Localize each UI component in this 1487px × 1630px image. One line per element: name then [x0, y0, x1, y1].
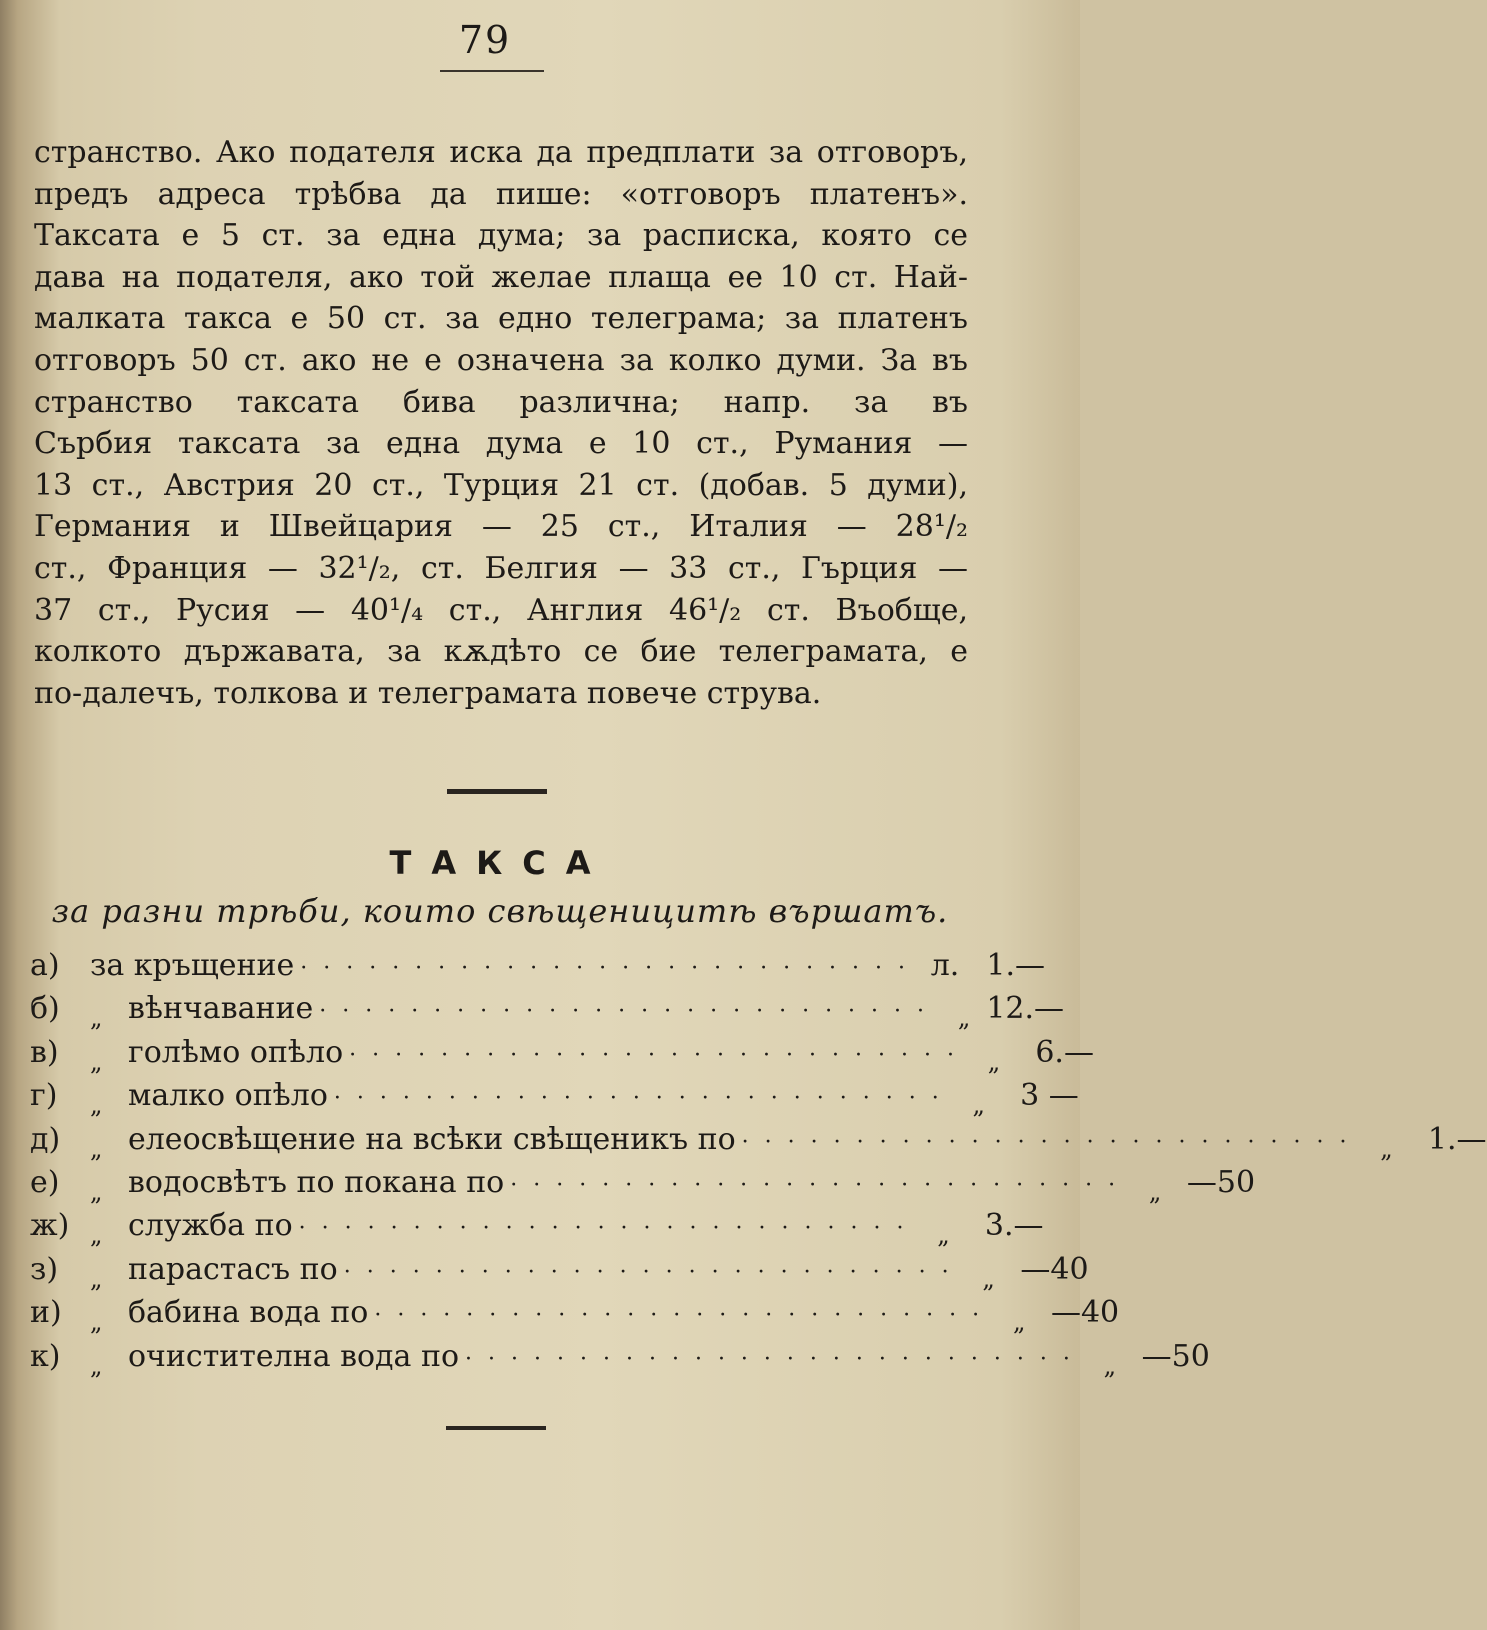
text-line: странство таксата бива различна; напр. за въ [34, 384, 968, 420]
header-rule [440, 70, 544, 72]
fee-name: за кръщение [90, 948, 295, 983]
fee-unit: „ [1380, 1134, 1393, 1163]
fee-letter: к) [30, 1338, 61, 1374]
fee-row [30, 1208, 1044, 1251]
fee-name: вѣнчавание [128, 991, 314, 1027]
ditto-mark: „ [90, 1047, 103, 1076]
fee-price: 1.— [1427, 1121, 1487, 1157]
fee-unit: „ [957, 1004, 971, 1033]
ditto-mark: „ [90, 1308, 103, 1337]
fee-price: —50 [1186, 1164, 1256, 1200]
fee-name: малко опѣло [128, 1078, 328, 1114]
fee-row [30, 948, 1046, 991]
fee-name: парастасъ по [128, 1251, 338, 1287]
dot-leader: ··························· [465, 1346, 1086, 1372]
fee-letter: б) [30, 991, 60, 1027]
fee-price: 3.— [984, 1208, 1044, 1244]
dot-leader: ··························· [333, 1086, 955, 1112]
page-number: 79 [458, 18, 512, 62]
fee-price: —40 [1050, 1295, 1120, 1331]
text-line: отговоръ 50 ст. ако не е означена за колко думи. За въ [34, 342, 968, 378]
fee-table-heading: ТАКСА [389, 844, 611, 882]
dot-leader: ··························· [741, 1129, 1363, 1155]
text-line: ст., Франция — 32¹/₂, ст. Белгия — 33 ст., Гърция — [34, 550, 968, 586]
fee-letter: ж) [30, 1208, 70, 1244]
ditto-mark: „ [90, 1221, 103, 1250]
fee-letter: в) [30, 1034, 59, 1070]
ditto-mark: „ [90, 1091, 103, 1120]
text-line: 13 ст., Австрия 20 ст., Турция 21 ст. (добав. 5 думи), [34, 467, 968, 503]
fee-unit: „ [972, 1091, 985, 1120]
fee-name: елеосвѣщение на всѣки свѣщеникъ по [128, 1121, 736, 1157]
dot-leader: ··························· [298, 1216, 920, 1242]
fee-unit: л. [930, 948, 960, 983]
fee-unit: „ [982, 1264, 995, 1293]
ditto-mark: „ [90, 1004, 103, 1033]
fee-name: служба по [128, 1208, 293, 1244]
text-line: странство. Ако подателя иска да предплати за отговоръ, [34, 135, 968, 170]
dot-leader: ··························· [343, 1259, 965, 1285]
fee-row [30, 1164, 1256, 1208]
fee-row [30, 1034, 1094, 1078]
dot-leader: ··························· [319, 999, 941, 1025]
fee-list [30, 948, 1487, 1382]
text-line: Германия и Швейцария — 25 ст., Италия — 28¹/₂ [34, 509, 968, 545]
fee-letter: е) [30, 1164, 60, 1200]
fee-row [30, 991, 1065, 1034]
fee-price: 3 — [1020, 1078, 1079, 1114]
ditto-mark: „ [90, 1264, 103, 1293]
section-divider [447, 789, 547, 794]
ditto-mark: „ [90, 1134, 103, 1163]
text-line: дава на подателя, ако той желае плаща ее 10 ст. Най- [34, 259, 968, 295]
fee-row [30, 1295, 1120, 1338]
fee-unit: „ [987, 1047, 1001, 1076]
text-line: предъ адреса трѣбва да пише: «отговоръ платенъ». [34, 176, 968, 212]
ditto-mark: „ [90, 1177, 103, 1206]
fee-letter: г) [30, 1078, 58, 1114]
dot-leader: ··························· [374, 1303, 996, 1329]
fee-letter: и) [30, 1295, 62, 1331]
fee-letter: д) [30, 1121, 61, 1157]
text-line: по-далечъ, толкова и телеграмата повече струва. [34, 675, 822, 711]
fee-letter: а) [30, 948, 60, 983]
fee-row [30, 1338, 1210, 1382]
fee-row [30, 1121, 1487, 1165]
fee-letter: з) [30, 1251, 59, 1287]
dot-leader: ··························· [510, 1172, 1132, 1198]
footer-rule [446, 1426, 546, 1430]
fee-price: —40 [1020, 1251, 1089, 1287]
fee-name: водосвѣтъ по покана по [128, 1164, 505, 1200]
dot-leader: ··························· [349, 1042, 970, 1068]
text-line: Таксата е 5 ст. за една дума; за расписка, която се [34, 218, 968, 254]
ditto-mark: „ [90, 1351, 103, 1380]
body-paragraph [34, 132, 968, 714]
fee-unit: „ [1103, 1351, 1117, 1380]
text-line: Сърбия таксата за една дума е 10 ст., Румания — [34, 426, 968, 462]
fee-table-subheading: за разни трѣби, които свѣщеницитѣ вършатъ. [51, 892, 949, 930]
fee-row [30, 1078, 1079, 1121]
text-line: колкото държавата, за кѫдѣто се бие телеграмата, е [34, 634, 968, 670]
fee-price: 6.— [1035, 1034, 1094, 1070]
fee-unit: „ [937, 1221, 950, 1250]
fee-price: —50 [1141, 1338, 1210, 1374]
fee-row [30, 1251, 1089, 1295]
fee-unit: „ [1012, 1308, 1026, 1337]
fee-price: 1.— [986, 948, 1046, 983]
dot-leader: ··························· [300, 956, 922, 981]
fee-name: очистителна вода по [128, 1338, 460, 1374]
fee-unit: „ [1148, 1177, 1162, 1206]
fee-name: голѣмо опѣло [128, 1034, 344, 1070]
fee-price: 12.— [986, 991, 1065, 1027]
text-line: 37 ст., Русия — 40¹/₄ ст., Англия 46¹/₂ ст. Въобще, [34, 592, 968, 628]
text-line: малката такса е 50 ст. за едно телеграма; за платенъ [34, 301, 968, 337]
fee-name: бабина вода по [128, 1295, 369, 1331]
